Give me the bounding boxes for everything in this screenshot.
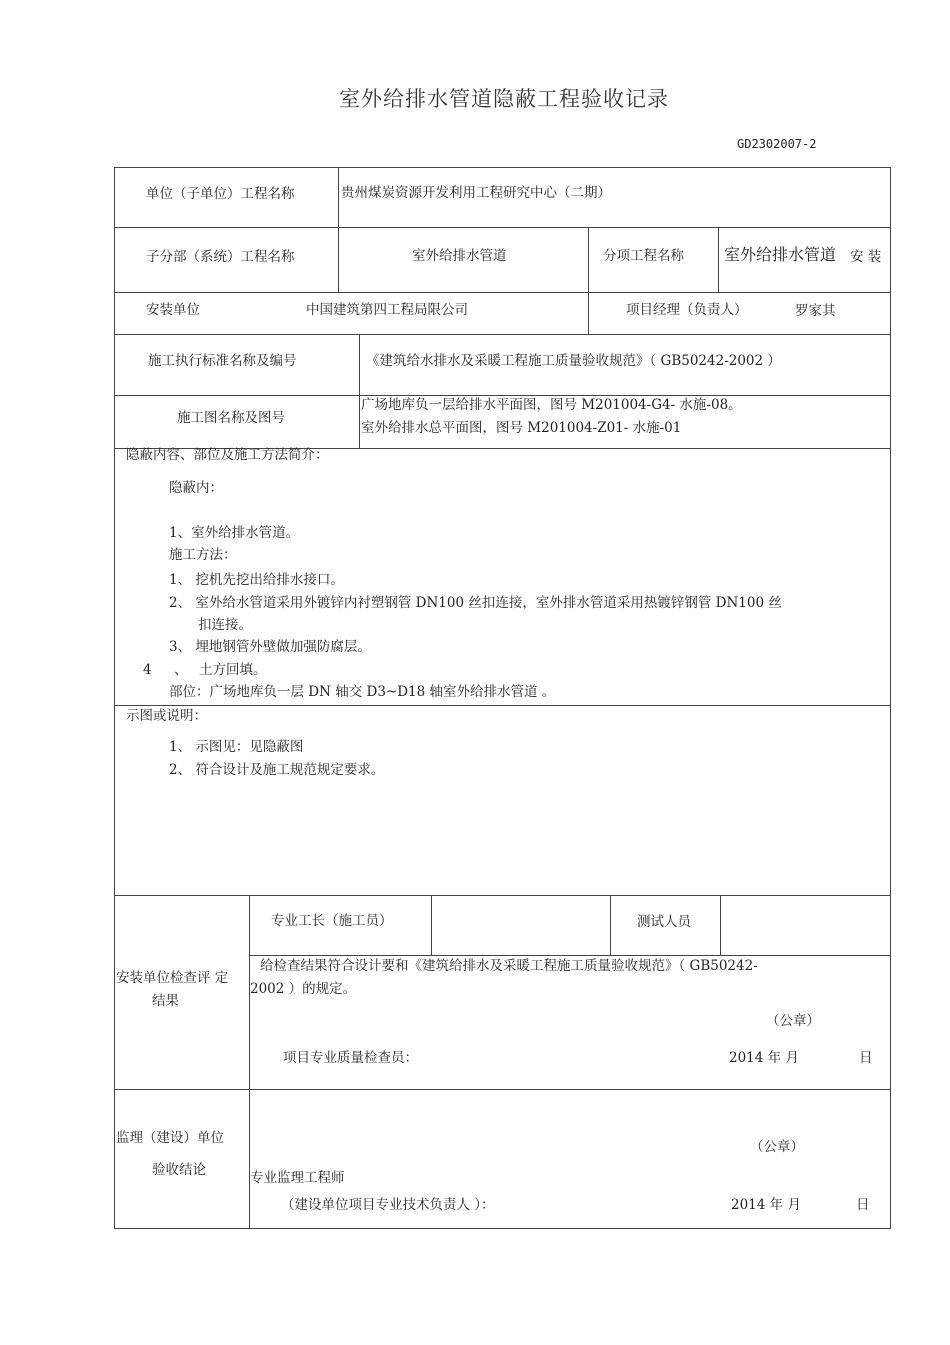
table-line — [890, 167, 891, 1229]
table-line — [610, 895, 611, 956]
form-code: GD2302007-2 — [737, 137, 817, 151]
table-line — [114, 167, 891, 168]
drawing-line-1: 广场地库负一层给排水平面图，图号 M201004-G4- 水施-08。 — [361, 397, 742, 413]
installer-value: 中国建筑第四工程局限公司 — [306, 302, 468, 318]
method-step-1: 1、 挖机先挖出给排水接口。 — [169, 572, 344, 588]
method-step-4-number: 4 — [143, 662, 152, 678]
page-title: 室外给排水管道隐蔽工程验收记录 — [339, 87, 669, 111]
standard-label: 施工执行标准名称及编号 — [148, 353, 297, 369]
drawing-label: 施工图名称及图号 — [177, 410, 285, 426]
inspection-result-line-1: 给检查结果符合设计要和《建筑给排水及采暖工程施工质量验收规范》（ GB50242- — [260, 958, 758, 974]
table-line — [718, 227, 719, 293]
table-line — [114, 167, 115, 1229]
concealed-content-label: 隐蔽内： — [169, 480, 223, 496]
supervision-seal: （公章） — [750, 1139, 804, 1155]
table-line — [249, 955, 891, 956]
sub-division-label: 子分部（系统）工程名称 — [146, 249, 295, 265]
project-manager-value: 罗家其 — [795, 303, 836, 319]
method-step-3: 3、 埋地钢管外壁做加强防腐层。 — [169, 639, 371, 655]
supervising-engineer-label: 专业监理工程师 — [250, 1170, 345, 1186]
project-manager-label: 项目经理（负责人） — [626, 302, 748, 318]
item-project-label: 分项工程名称 — [603, 248, 684, 264]
quality-inspector-label: 项目专业质量检查员： — [283, 1050, 418, 1066]
inspection-result-line-2: 2002 ）的规定。 — [250, 981, 357, 997]
inspection-label-line-2: 结果 — [152, 993, 179, 1009]
supervision-date-year-month: 2014 年 月 — [731, 1197, 801, 1213]
table-line — [114, 395, 891, 396]
method-step-4-text: 土方回填。 — [199, 662, 267, 678]
diagram-heading: 示图或说明： — [126, 708, 207, 724]
method-step-2-cont: 扣连接。 — [198, 617, 252, 633]
foreman-label: 专业工长（施工员） — [271, 913, 393, 929]
supervision-label-line-2: 验收结论 — [152, 1162, 206, 1178]
item-project-value: 室外给排水管道 — [724, 245, 837, 264]
supervision-date-day: 日 — [856, 1197, 870, 1213]
inspection-date-year-month: 2014 年 月 — [729, 1050, 799, 1066]
concealed-location: 部位：广场地库负一层 DN 轴交 D3~D18 轴室外给排水管道 。 — [169, 684, 556, 700]
method-step-2: 2、 室外给水管道采用外镀锌内衬塑钢管 DN100 丝扣连接，室外排水管道采用热镀锌钢管 DN100 丝 — [169, 595, 782, 611]
item-project-value-tail: 安 装 — [850, 249, 882, 265]
installer-label: 安装单位 — [146, 302, 200, 318]
owner-representative-label: （建设单位项目专业技术负责人 ）： — [281, 1197, 495, 1213]
concealed-item-1: 1、室外给排水管道。 — [169, 525, 300, 541]
table-line — [431, 895, 432, 956]
table-line — [114, 292, 891, 293]
unit-project-value: 贵州煤炭资源开发利用工程研究中心（二期） — [341, 185, 611, 201]
table-line — [588, 227, 589, 335]
table-line — [114, 227, 891, 228]
sub-division-value: 室外给排水管道 — [412, 248, 507, 264]
concealed-heading: 隐蔽内容、部位及施工方法简介： — [126, 447, 329, 463]
inspection-seal: （公章） — [766, 1013, 820, 1029]
unit-project-label: 单位（子单位）工程名称 — [146, 186, 295, 202]
table-line — [338, 167, 339, 293]
method-label: 施工方法： — [169, 547, 237, 563]
supervision-label-line-1: 监理（建设）单位 — [116, 1130, 224, 1146]
method-step-4-separator: 、 — [174, 662, 188, 678]
drawing-line-2: 室外给排水总平面图，图号 M201004-Z01- 水施-01 — [361, 420, 682, 436]
inspection-date-day: 日 — [859, 1050, 873, 1066]
table-line — [114, 334, 891, 335]
inspection-label-line-1: 安装单位检查评 定 — [116, 970, 229, 986]
table-line — [114, 895, 891, 896]
table-line — [359, 334, 360, 449]
table-line — [114, 1089, 891, 1090]
table-line — [114, 705, 891, 706]
diagram-line-1: 1、 示图见：见隐蔽图 — [169, 739, 304, 755]
table-line — [114, 1228, 891, 1229]
standard-value: 《建筑给水排水及采暖工程施工质量验收规范》（ GB50242-2002 ） — [366, 353, 781, 369]
tester-label: 测试人员 — [637, 914, 691, 930]
diagram-line-2: 2、 符合设计及施工规范规定要求。 — [169, 762, 385, 778]
table-line — [720, 895, 721, 956]
